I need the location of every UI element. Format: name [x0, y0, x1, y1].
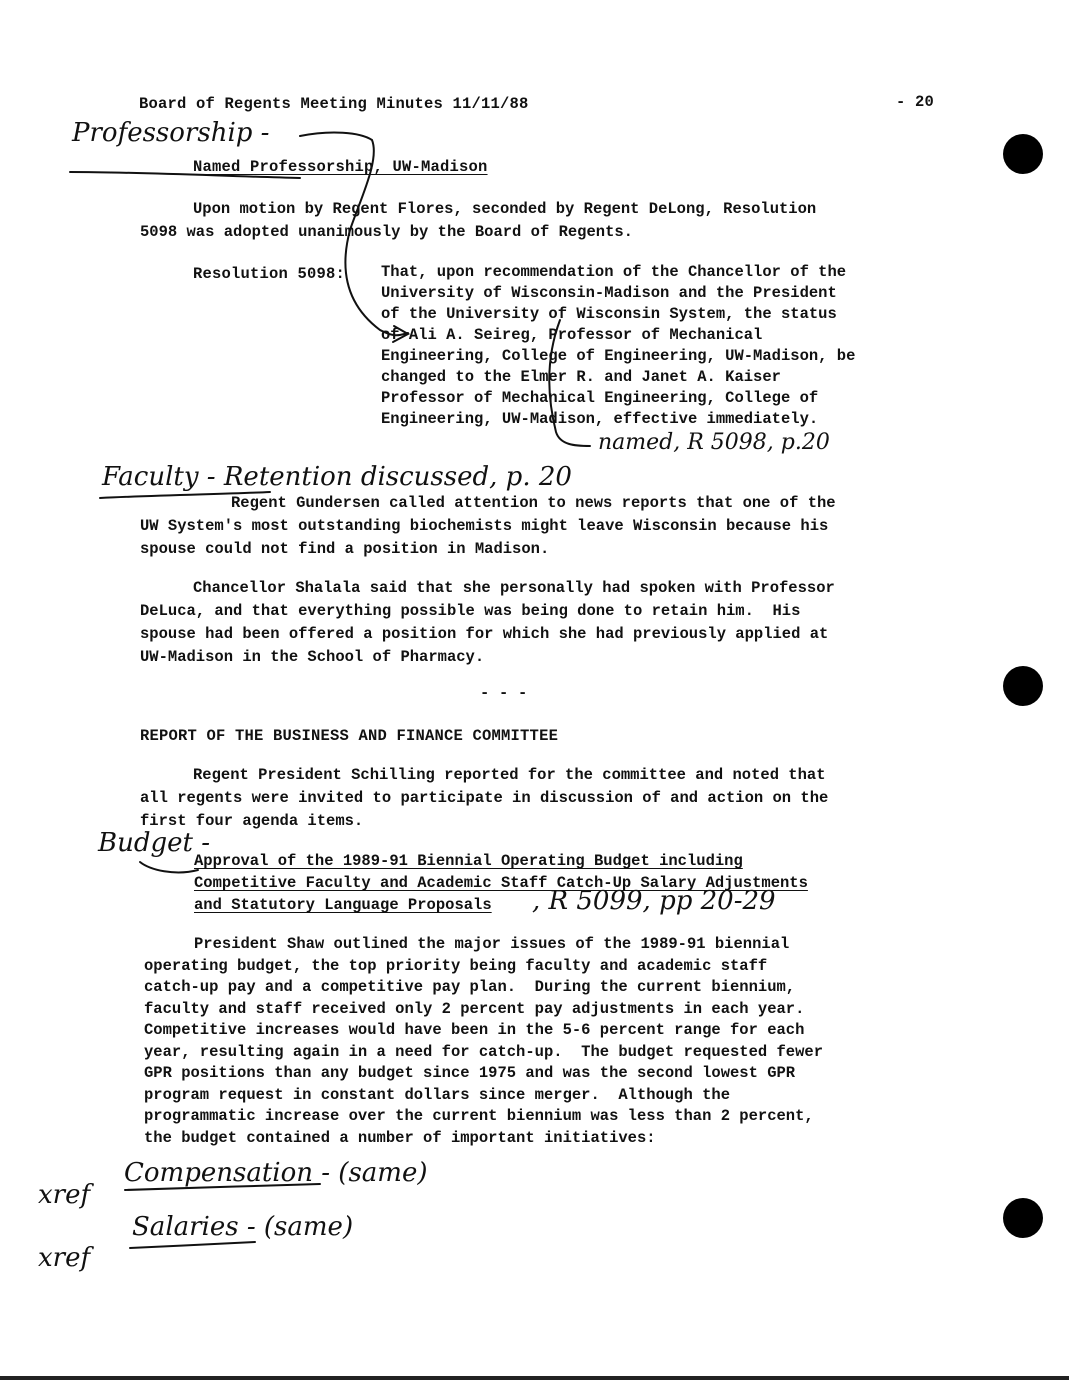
- paragraph-line: GPR positions than any budget since 1975 and was the second lowest GPR: [144, 1064, 796, 1082]
- resolution-line: Engineering, UW-Madison, effective immediately.: [381, 410, 819, 428]
- subheading-line: Approval of the 1989-91 Biennial Operating Budget including: [194, 852, 743, 870]
- arrow-connector-line: [140, 862, 198, 872]
- paragraph-line: DeLuca, and that everything possible was being done to retain him. His: [140, 602, 801, 620]
- resolution-line: Professor of Mechanical Engineering, College of: [381, 389, 819, 407]
- handwritten-budget-note: Budget -: [98, 828, 211, 858]
- paragraph-line: operating budget, the top priority being faculty and academic staff: [144, 956, 768, 975]
- resolution-line: of Ali A. Seireg, Professor of Mechanical: [381, 326, 763, 344]
- resolution-label: Resolution 5098:: [193, 265, 346, 283]
- handwritten-named-reference: named, R 5098, p.20: [598, 430, 830, 455]
- paragraph-line: Regent President Schilling reported for the committee and noted that: [193, 766, 826, 784]
- underline-stroke: [70, 172, 300, 178]
- paragraph-line: spouse could not find a position in Madison.: [140, 540, 550, 558]
- section-heading-named-professorship: Named Professorship, UW-Madison: [193, 158, 488, 176]
- motion-line: Upon motion by Regent Flores, seconded by Regent DeLong, Resolution: [193, 200, 817, 218]
- paragraph-line: program request in constant dollars since merger. Although the: [144, 1085, 730, 1104]
- handwritten-xref-salaries: Salaries - (same): [132, 1212, 354, 1242]
- paragraph-line: year, resulting again in a need for catch-up. The budget requested fewer: [144, 1042, 824, 1061]
- motion-line: 5098 was adopted unanimously by the Board of Regents.: [140, 223, 633, 241]
- paragraph-line: Competitive increases would have been in the 5-6 percent range for each: [144, 1021, 805, 1039]
- paragraph-line: all regents were invited to participate in discussion of and action on the: [140, 789, 829, 807]
- paragraph-line: catch-up pay and a competitive pay plan. During the current biennium,: [144, 978, 796, 996]
- section-separator: - - -: [480, 684, 528, 702]
- page-bottom-edge: [0, 1376, 1069, 1380]
- subheading-line: and Statutory Language Proposals: [194, 896, 492, 914]
- resolution-line: That, upon recommendation of the Chancellor of the: [381, 263, 847, 281]
- paragraph-line: the budget contained a number of important initiatives:: [144, 1128, 656, 1147]
- paragraph-line: programmatic increase over the current biennium was less than 2 percent,: [144, 1107, 814, 1125]
- paragraph-line: Regent Gundersen called attention to news reports that one of the: [231, 494, 836, 512]
- paragraph-line: President Shaw outlined the major issues of the 1989-91 biennial: [194, 935, 790, 953]
- handwritten-xref-compensation: Compensation - (same): [124, 1158, 428, 1188]
- underline-stroke: [125, 1184, 320, 1190]
- paragraph-line: faculty and staff received only 2 percent pay adjustments in each year.: [144, 999, 805, 1018]
- handwritten-faculty-note: Faculty - Retention discussed, p. 20: [102, 462, 572, 492]
- handwritten-xref-label: xref: [38, 1180, 91, 1210]
- subheading-line: Competitive Faculty and Academic Staff Catch-Up Salary Adjustments: [194, 874, 808, 892]
- arrow-connector-line: [300, 133, 408, 336]
- bracket-stroke: [549, 320, 590, 446]
- paragraph-line: UW-Madison in the School of Pharmacy.: [140, 648, 485, 666]
- resolution-line: University of Wisconsin-Madison and the President: [381, 284, 837, 302]
- resolution-line: Engineering, College of Engineering, UW-Madison, be: [381, 347, 856, 365]
- underline-stroke: [100, 492, 270, 498]
- section-heading-business-finance: REPORT OF THE BUSINESS AND FINANCE COMMITTEE: [140, 727, 559, 745]
- paragraph-line: first four agenda items.: [140, 812, 364, 830]
- resolution-line: changed to the Elmer R. and Janet A. Kaiser: [381, 368, 781, 386]
- handwritten-budget-reference: , R 5099, pp 20-29: [532, 886, 776, 916]
- handwritten-professorship-note: Professorship -: [72, 118, 270, 148]
- resolution-line: of the University of Wisconsin System, the status: [381, 305, 837, 323]
- paragraph-line: spouse had been offered a position for which she had previously applied at: [140, 625, 829, 643]
- paragraph-line: UW System's most outstanding biochemists might leave Wisconsin because his: [140, 517, 829, 535]
- handwritten-xref-label: xref: [38, 1243, 91, 1273]
- paragraph-line: Chancellor Shalala said that she personally had spoken with Professor: [193, 579, 835, 597]
- page-number: - 20: [896, 93, 935, 111]
- underline-stroke: [130, 1242, 255, 1248]
- header-title: Board of Regents Meeting Minutes 11/11/88: [139, 95, 529, 113]
